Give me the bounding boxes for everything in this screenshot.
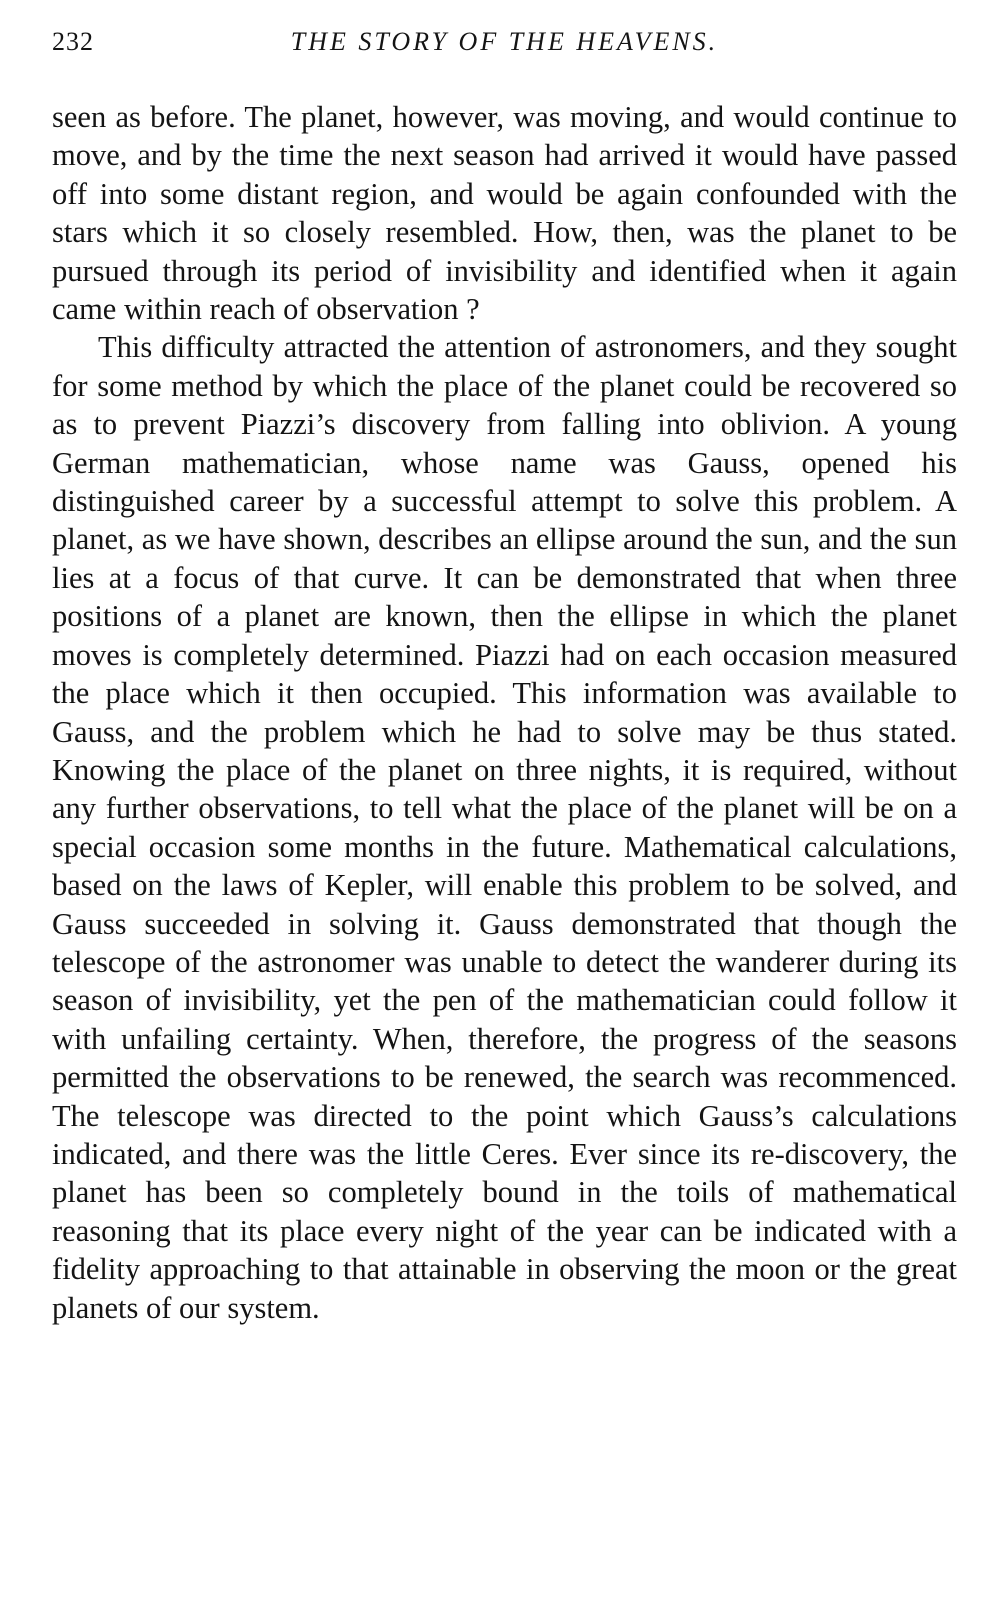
page-number: 232 (52, 27, 94, 56)
running-title: THE STORY OF THE HEAVENS. (290, 27, 719, 56)
book-page (52, 22, 957, 1327)
body-text (52, 98, 957, 1327)
paragraph-continued: seen as before. The planet, however, was moving, and would continue to move, and by the time the next season had arrived it would have passed off into some distant region, and would be again confounded with the stars which it so closely resembled. How, then, was the planet to be pursued through its period of invisibility and identified when it again came within reach of observation ? (52, 100, 957, 327)
running-head (52, 22, 957, 62)
paragraph-gauss: This difficulty attracted the attention of astronomers, and they sought for some method by which the place of the planet could be recovered so as to prevent Piazzi’s discovery from falling into oblivion. A young German mathematician, whose name was Gauss, opened his distinguished career by a successful attempt to solve this problem. A planet, as we have shown, describes an ellipse around the sun, and the sun lies at a focus of that curve. It can be demonstrated that when three positions of a planet are known, then the ellipse in which the planet moves is completely determined. Piazzi had on each occasion measured the place which it then occupied. This information was available to Gauss, and the problem which he had to solve may be thus stated. Knowing the place of the planet on three nights, it is required, without any further observations, to tell what the place of the planet will be on a special occasion some months in the future. Mathematical calculations, based on the laws of Kepler, will enable this problem to be solved, and Gauss succeeded in solving it. Gauss demonstrated that though the telescope of the astronomer was unable to detect the wanderer during its season of invisibility, yet the pen of the mathematician could follow it with unfailing certainty. When, therefore, the progress of the seasons permitted the observations to be renewed, the search was recommenced. The telescope was directed to the point which Gauss’s calculations indicated, and there was the little Ceres. Ever since its re-discovery, the planet has been so completely bound in the toils of mathematical reasoning that its place every night of the year can be indicated with a fidelity approaching to that attainable in observing the moon or the great planets of our system. (52, 330, 957, 1325)
